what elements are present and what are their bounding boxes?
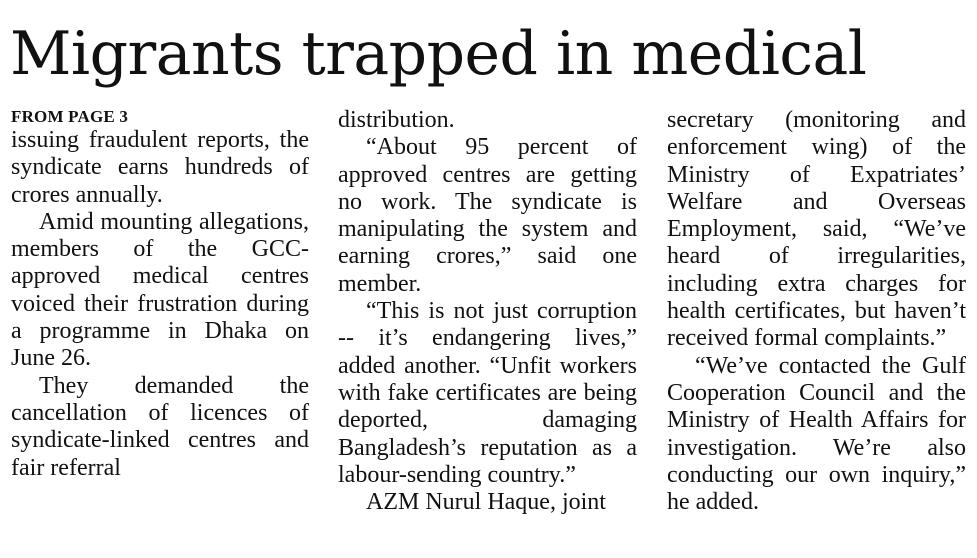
paragraph: “This is not just corruption -- it’s endangering lives,” added another. “Unfit workers with fake certificates are being deported, damaging Bangladesh’s reputation as a labour-sending country.” [338, 298, 637, 488]
paragraph: “About 95 percent of approved centres are getting no work. The syndicate is manipulating the system and earning crores,” said one member. [338, 134, 637, 297]
paragraph: “We’ve contacted the Gulf Cooperation Council and the Ministry of Health Affairs for investigation. We’re also conducting our own inquiry,” he added. [667, 352, 966, 516]
headline: Migrants trapped in medical [10, 19, 867, 89]
paragraph: issuing fraudulent reports, the syndicate earns hundreds of crores annually. [11, 127, 309, 208]
article-column-2 [338, 107, 637, 516]
article-column-3 [667, 107, 966, 516]
paragraph: AZM Nurul Haque, joint [366, 489, 606, 516]
paragraph: They demanded the cancellation of licences of syndicate-linked centres and fair referral [11, 372, 309, 481]
paragraph: distribution. [338, 107, 455, 133]
paragraph: secretary (monitoring and enforcement wing) of the Ministry of Expatriates’ Welfare and Overseas Employment, said, “We’ve heard of irregularities, including extra charges for health certificates, but haven’t received formal complaints.” [667, 107, 966, 352]
paragraph: Amid mounting allegations, members of the GCC-approved medical centres voiced their frustration during a programme in Dhaka on June 26. [11, 208, 309, 372]
article-column-1 [11, 107, 309, 482]
continuation-kicker: FROM PAGE 3 [11, 107, 129, 126]
